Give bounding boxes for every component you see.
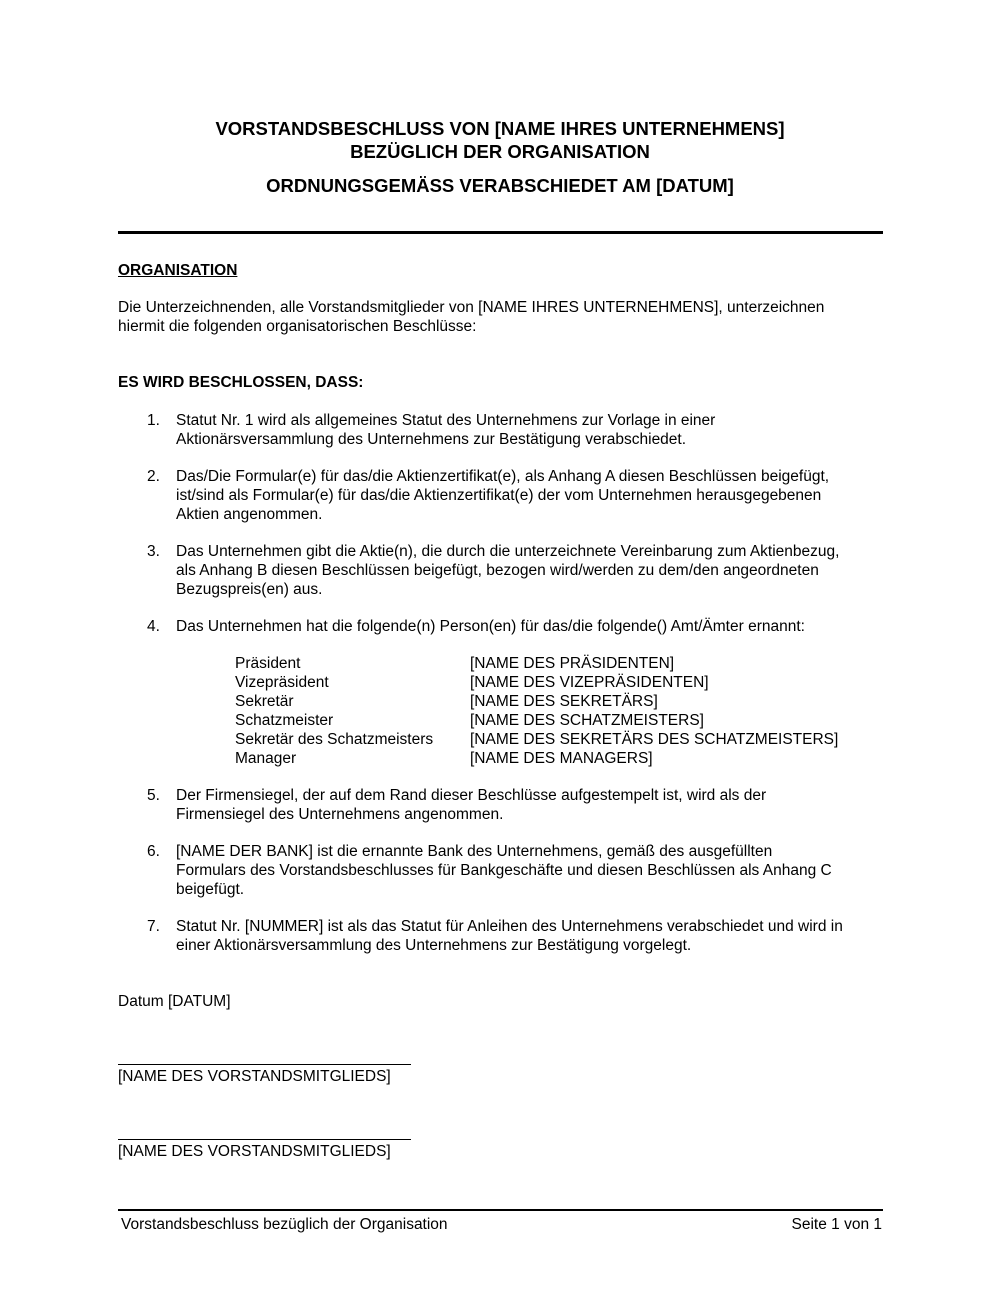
resolution-number: 1.	[147, 412, 160, 429]
officer-row	[235, 673, 709, 692]
resolution-number: 6.	[147, 843, 160, 860]
resolution-text-line: Statut Nr. [NUMMER] ist als das Statut für Anleihen des Unternehmens verabschiedet und wird in	[176, 918, 843, 935]
officer-role: Sekretär des Schatzmeisters	[235, 731, 434, 748]
date-line: Datum [DATUM]	[118, 993, 231, 1010]
resolution-text-line: [NAME DER BANK] ist die ernannte Bank des Unternehmens, gemäß des ausgefüllten	[176, 843, 773, 860]
resolution-text-line: beigefügt.	[176, 881, 245, 898]
footer-page-number: Seite 1 von 1	[791, 1216, 882, 1233]
resolution-number: 3.	[147, 543, 160, 560]
officer-name: [NAME DES SEKRETÄRS DES SCHATZMEISTERS]	[470, 731, 839, 748]
officer-role: Manager	[235, 750, 297, 767]
resolution-text-line: Das Unternehmen hat die folgende(n) Person(en) für das/die folgende() Amt/Ämter ernannt:	[176, 618, 805, 635]
document-title-line2: BEZÜGLICH DER ORGANISATION	[350, 141, 650, 162]
intro-line1: Die Unterzeichnenden, alle Vorstandsmitglieder von [NAME IHRES UNTERNEHMENS], unterzeichnen	[118, 299, 825, 316]
section-heading: ORGANISATION	[118, 262, 238, 279]
signatory-name: [NAME DES VORSTANDSMITGLIEDS]	[118, 1068, 391, 1085]
signature-line	[118, 1139, 411, 1140]
document-title-line3: ORDNUNGSGEMÄSS VERABSCHIEDET AM [DATUM]	[266, 175, 734, 196]
officer-row	[235, 730, 839, 749]
officer-role: Schatzmeister	[235, 712, 334, 729]
resolution-text-line: Das/Die Formular(e) für das/die Aktienzertifikat(e), als Anhang A diesen Beschlüssen beigefügt,	[176, 468, 830, 485]
resolution-text-line: Aktien angenommen.	[176, 506, 323, 523]
officer-row	[235, 749, 653, 768]
intro-line2: hiermit die folgenden organisatorischen Beschlüsse:	[118, 318, 477, 335]
resolution-text-line: Statut Nr. 1 wird als allgemeines Statut des Unternehmens zur Vorlage in einer	[176, 412, 716, 429]
signature-line	[118, 1064, 411, 1065]
resolution-text-line: ist/sind als Formular(e) für das/die Aktienzertifikat(e) der vom Unternehmen herausgegebenen	[176, 487, 822, 504]
officer-name: [NAME DES VIZEPRÄSIDENTEN]	[470, 674, 709, 691]
officer-role: Sekretär	[235, 693, 294, 710]
officer-name: [NAME DES MANAGERS]	[470, 750, 653, 767]
resolution-number: 5.	[147, 787, 160, 804]
officer-name: [NAME DES SCHATZMEISTERS]	[470, 712, 704, 729]
officer-name: [NAME DES PRÄSIDENTEN]	[470, 655, 675, 672]
resolution-number: 4.	[147, 618, 160, 635]
resolution-text-line: Firmensiegel des Unternehmens angenommen.	[176, 806, 504, 823]
title-divider	[118, 231, 883, 234]
footer-divider	[118, 1209, 883, 1211]
resolution-text-line: einer Aktionärsversammlung des Unternehmens zur Bestätigung vorgelegt.	[176, 937, 692, 954]
officer-name: [NAME DES SEKRETÄRS]	[470, 693, 658, 710]
resolution-text-line: Bezugspreis(en) aus.	[176, 581, 323, 598]
resolution-number: 2.	[147, 468, 160, 485]
resolution-text-line: Aktionärsversammlung des Unternehmens zur Bestätigung verabschiedet.	[176, 431, 687, 448]
resolution-text-line: Das Unternehmen gibt die Aktie(n), die durch die unterzeichnete Vereinbarung zum Aktienbezug,	[176, 543, 840, 560]
resolved-heading: ES WIRD BESCHLOSSEN, DASS:	[118, 374, 364, 391]
resolution-number: 7.	[147, 918, 160, 935]
resolution-text-line: Der Firmensiegel, der auf dem Rand dieser Beschlüsse aufgestempelt ist, wird als der	[176, 787, 767, 804]
officer-row	[235, 711, 704, 730]
resolution-text-line: als Anhang B diesen Beschlüssen beigefügt, bezogen wird/werden zu dem/den angeordneten	[176, 562, 819, 579]
footer-doc-title: Vorstandsbeschluss bezüglich der Organisation	[121, 1216, 448, 1233]
officer-row	[235, 654, 675, 673]
officer-role: Präsident	[235, 655, 301, 672]
officer-row	[235, 692, 658, 711]
document-title-line1: VORSTANDSBESCHLUSS VON [NAME IHRES UNTERNEHMENS]	[215, 118, 785, 139]
resolution-text-line: Formulars des Vorstandsbeschlusses für Bankgeschäfte und diesen Beschlüssen als Anhang C	[176, 862, 832, 879]
signatory-name: [NAME DES VORSTANDSMITGLIEDS]	[118, 1143, 391, 1160]
officer-role: Vizepräsident	[235, 674, 329, 691]
